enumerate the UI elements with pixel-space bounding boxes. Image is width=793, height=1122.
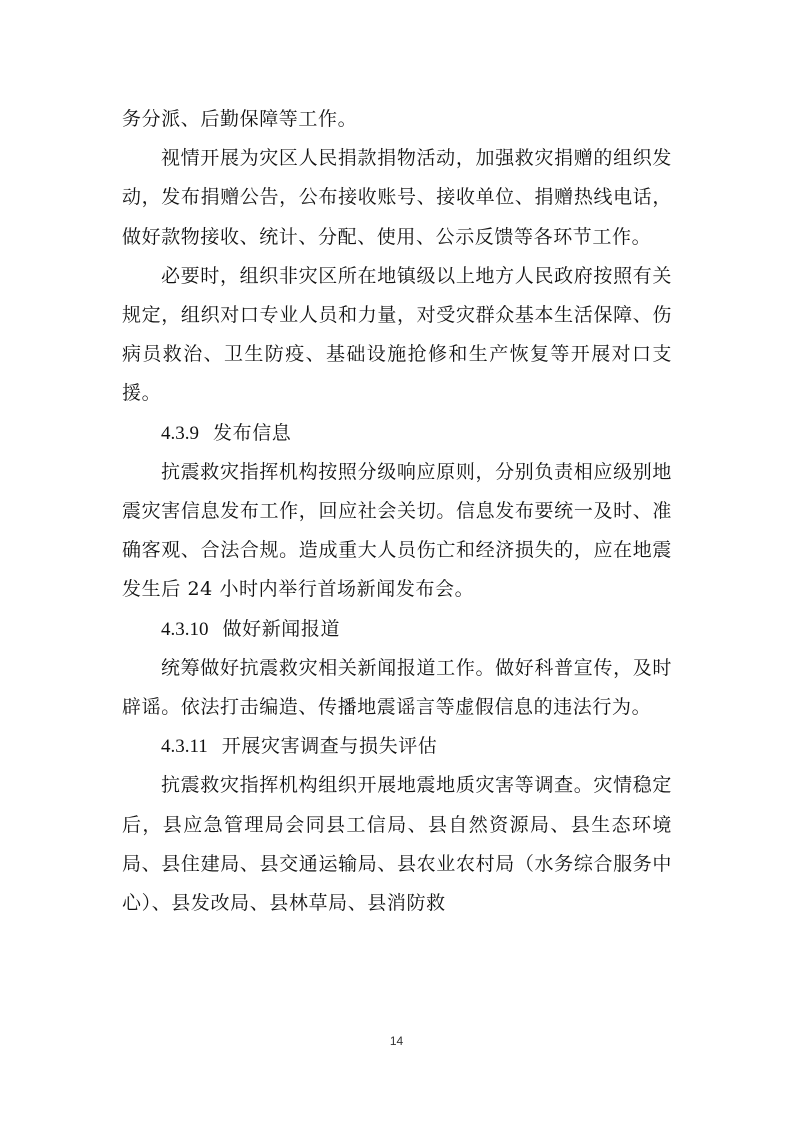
section-title: 发布信息	[213, 421, 292, 444]
page-number: 14	[389, 1034, 404, 1048]
section-heading-4-3-10	[122, 610, 672, 649]
paragraph-continuation: 务分派、后勤保障等工作。	[122, 108, 358, 130]
document-body	[122, 100, 672, 923]
section-number: 4.3.10	[161, 618, 209, 640]
section-body-4-3-9: 抗震救灾指挥机构按照分级响应原则，分别负责相应级别地震灾害信息发布工作，回应社会关切。信息发布要统一及时、准确客观、合法合规。造成重大人员伤亡和经济损失的，应在地震发生后 24 小时内举行首场新闻发布会。	[122, 460, 672, 601]
section-title: 开展灾害调查与损失评估	[221, 735, 438, 758]
paragraph-donation-activities: 视情开展为灾区人民捐款捐物活动，加强救灾捐赠的组织发动，发布捐赠公告，公布接收账号、接收单位、捐赠热线电话，做好款物接收、统计、分配、使用、公示反馈等各环节工作。	[122, 147, 672, 248]
section-body-4-3-10: 统筹做好抗震救灾相关新闻报道工作。做好科普宣传，及时辟谣。依法打击编造、传播地震谣言等虚假信息的违法行为。	[122, 656, 672, 719]
paragraph-paired-assistance: 必要时，组织非灾区所在地镇级以上地方人民政府按照有关规定，组织对口专业人员和力量，对受灾群众基本生活保障、伤病员救治、卫生防疫、基础设施抢修和生产恢复等开展对口支援。	[122, 264, 672, 405]
section-number: 4.3.11	[161, 736, 208, 758]
section-title: 做好新闻报道	[222, 617, 341, 640]
section-heading-4-3-9	[122, 414, 672, 453]
section-body-4-3-11: 抗震救灾指挥机构组织开展地震地质灾害等调查。灾情稳定后，县应急管理局会同县工信局、县自然资源局、县生态环境局、县住建局、县交通运输局、县农业农村局（水务综合服务中心）、县发改局、县林草局、县消防救	[122, 774, 672, 915]
section-number: 4.3.9	[161, 422, 199, 444]
section-heading-4-3-11	[122, 727, 672, 766]
